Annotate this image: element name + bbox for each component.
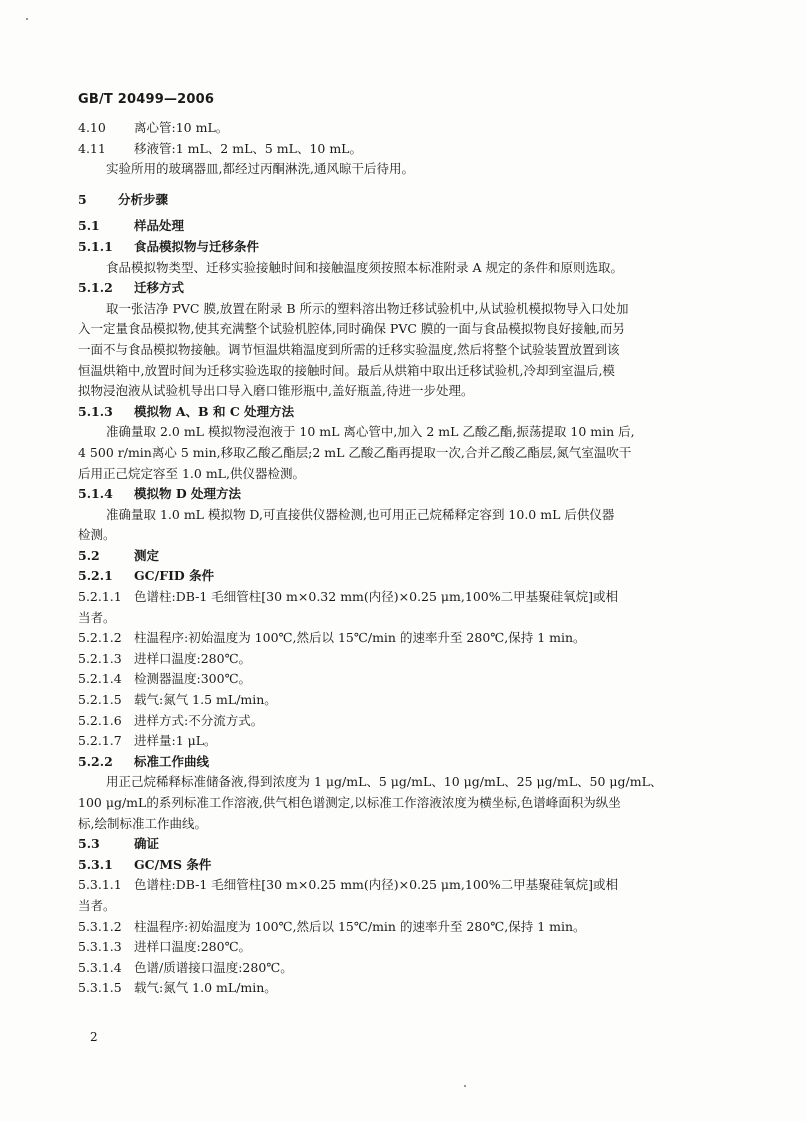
item-text: 进样口温度:280℃。 (134, 939, 252, 955)
paragraph-line: 用正己烷稀释标准储备液,得到浓度为 1 μg/mL、5 μg/mL、10 μg/mL、25 μg/mL、50 μg/mL、 (106, 774, 663, 790)
paragraph-line: 食品模拟物类型、迁移实验接触时间和接触温度须按照本标准附录 A 规定的条件和原则选取。 (106, 259, 623, 275)
paragraph-continuation: 后用正己烷定容至 1.0 mL,供仪器检测。 (78, 465, 305, 481)
scan-speck (26, 18, 28, 20)
subsection-number: 5.1 (78, 218, 100, 234)
numbered-item (78, 711, 728, 732)
numbered-item (78, 628, 728, 649)
subsection-title: 迁移方式 (134, 280, 185, 296)
subsection-number: 5.1.1 (78, 238, 113, 254)
paragraph-line: 取一张洁净 PVC 膜,放置在附录 B 所示的塑料溶出物迁移试验机中,从试验机模拟物导入口处加 (106, 300, 629, 316)
item-number: 5.3.1.3 (78, 939, 122, 955)
subsection-heading (78, 484, 728, 505)
item-number: 5.3.1.1 (78, 877, 122, 893)
subsection-number: 5.2.1 (78, 568, 113, 584)
item-number: 5.3.1.4 (78, 959, 122, 975)
subsection-title: 食品模拟物与迁移条件 (134, 238, 260, 254)
numbered-item (78, 669, 728, 690)
item-text: 离心管:10 mL。 (134, 120, 229, 135)
scan-speck (464, 1085, 466, 1087)
item-text: 载气:氮气 1.0 mL/min。 (134, 980, 277, 996)
item-number: 5.2.1.1 (78, 589, 122, 605)
paragraph-continuation: 当者。 (78, 897, 116, 913)
subsection-title: 确证 (134, 836, 160, 852)
subsection-heading (78, 834, 728, 855)
item-number: 5.2.1.7 (78, 733, 122, 749)
subsection-title: 模拟物 A、B 和 C 处理方法 (134, 403, 295, 419)
paragraph-continuation: 当者。 (78, 609, 116, 625)
subsection-number: 5.2 (78, 547, 100, 563)
subsection-heading (78, 402, 728, 423)
paragraph-continuation: 检测。 (78, 527, 116, 543)
item-number: 4.11 (78, 140, 106, 156)
subsection-heading (78, 855, 728, 876)
page-number: 2 (90, 1030, 98, 1044)
subsection-number: 5.2.2 (78, 753, 113, 769)
subsection-heading (78, 752, 728, 773)
item-number: 5.3.1.5 (78, 980, 122, 996)
numbered-item (78, 139, 728, 160)
subsection-title: GC/MS 条件 (134, 856, 212, 872)
subsection-title: 模拟物 D 处理方法 (134, 486, 242, 502)
item-text: 色谱/质谱接口温度:280℃。 (134, 959, 293, 975)
item-text: 柱温程序:初始温度为 100℃,然后以 15℃/min 的速率升至 280℃,保持 1 min。 (134, 918, 586, 934)
section-number: 5 (78, 191, 87, 207)
subsection-number: 5.1.2 (78, 280, 113, 296)
item-text: 色谱柱:DB-1 毛细管柱[30 m×0.25 mm(内径)×0.25 μm,100%二甲基聚硅氧烷]或相 (134, 877, 618, 893)
numbered-item (78, 118, 728, 139)
item-text: 检测器温度:300℃。 (134, 671, 252, 687)
item-text: 进样方式:不分流方式。 (134, 712, 264, 728)
item-number: 5.2.1.3 (78, 650, 122, 666)
paragraph-continuation: 标,绘制标准工作曲线。 (78, 815, 207, 831)
section-title: 分析步骤 (118, 191, 169, 207)
item-number: 5.2.1.2 (78, 630, 122, 646)
subsection-title: 样品处理 (134, 218, 185, 234)
subsection-heading (78, 546, 728, 567)
subsection-title: 测定 (134, 547, 160, 563)
subsection-heading (78, 566, 728, 587)
numbered-item (78, 958, 728, 979)
paragraph-line: 实验所用的玻璃器皿,都经过丙酮淋洗,通风晾干后待用。 (106, 161, 414, 177)
numbered-item (78, 917, 728, 938)
numbered-item (78, 937, 728, 958)
item-text: 进样量:1 μL。 (134, 733, 217, 749)
subsection-number: 5.3 (78, 836, 100, 852)
item-number: 5.2.1.6 (78, 712, 122, 728)
numbered-item (78, 978, 728, 999)
subsection-heading (78, 216, 728, 237)
paragraph-line: 准确量取 1.0 mL 模拟物 D,可直接供仪器检测,也可用正己烷稀释定容到 10.0 mL 后供仪器 (106, 506, 615, 522)
paragraph-continuation: 拟物浸泡液从试验机导出口导入磨口锥形瓶中,盖好瓶盖,待进一步处理。 (78, 383, 474, 399)
subsection-heading (78, 237, 728, 258)
standard-code-header: GB/T 20499—2006 (78, 92, 215, 107)
numbered-item (78, 875, 728, 896)
item-number: 4.10 (78, 120, 106, 135)
numbered-item (78, 690, 728, 711)
subsection-heading (78, 278, 728, 299)
paragraph-continuation: 4 500 r/min离心 5 min,移取乙酸乙酯层;2 mL 乙酸乙酯再提取一次,合并乙酸乙酯层,氮气室温吹干 (78, 444, 632, 460)
document-body (78, 118, 728, 999)
subsection-title: 标准工作曲线 (134, 753, 210, 769)
item-text: 移液管:1 mL、2 mL、5 mL、10 mL。 (134, 140, 362, 156)
item-text: 进样口温度:280℃。 (134, 650, 252, 666)
section-heading (78, 190, 728, 211)
paragraph-continuation: 100 μg/mL的系列标准工作溶液,供气相色谱测定,以标准工作溶液浓度为横坐标,色谱峰面积为纵坐 (78, 795, 621, 810)
paragraph-continuation: 恒温烘箱中,放置时间为迁移实验选取的接触时间。最后从烘箱中取出迁移试验机,冷却到室温后,模 (78, 362, 615, 378)
paragraph-continuation: 一面不与食品模拟物接触。调节恒温烘箱温度到所需的迁移实验温度,然后将整个试验装置放置到该 (78, 341, 620, 357)
item-text: 柱温程序:初始温度为 100℃,然后以 15℃/min 的速率升至 280℃,保持 1 min。 (134, 630, 586, 646)
item-number: 5.2.1.4 (78, 671, 122, 687)
numbered-item (78, 649, 728, 670)
subsection-number: 5.1.3 (78, 403, 113, 419)
paragraph-line: 准确量取 2.0 mL 模拟物浸泡液于 10 mL 离心管中,加入 2 mL 乙酸乙酯,振荡提取 10 min 后, (106, 424, 635, 440)
item-text: 载气:氮气 1.5 mL/min。 (134, 692, 277, 708)
numbered-item (78, 587, 728, 608)
subsection-title: GC/FID 条件 (134, 568, 215, 584)
subsection-number: 5.3.1 (78, 856, 113, 872)
item-text: 色谱柱:DB-1 毛细管柱[30 m×0.32 mm(内径)×0.25 μm,100%二甲基聚硅氧烷]或相 (134, 589, 618, 605)
paragraph-continuation: 入一定量食品模拟物,使其充满整个试验机腔体,同时确保 PVC 膜的一面与食品模拟物良好接触,而另 (78, 321, 625, 337)
subsection-number: 5.1.4 (78, 486, 113, 502)
numbered-item (78, 731, 728, 752)
item-number: 5.3.1.2 (78, 918, 122, 934)
item-number: 5.2.1.5 (78, 692, 122, 708)
